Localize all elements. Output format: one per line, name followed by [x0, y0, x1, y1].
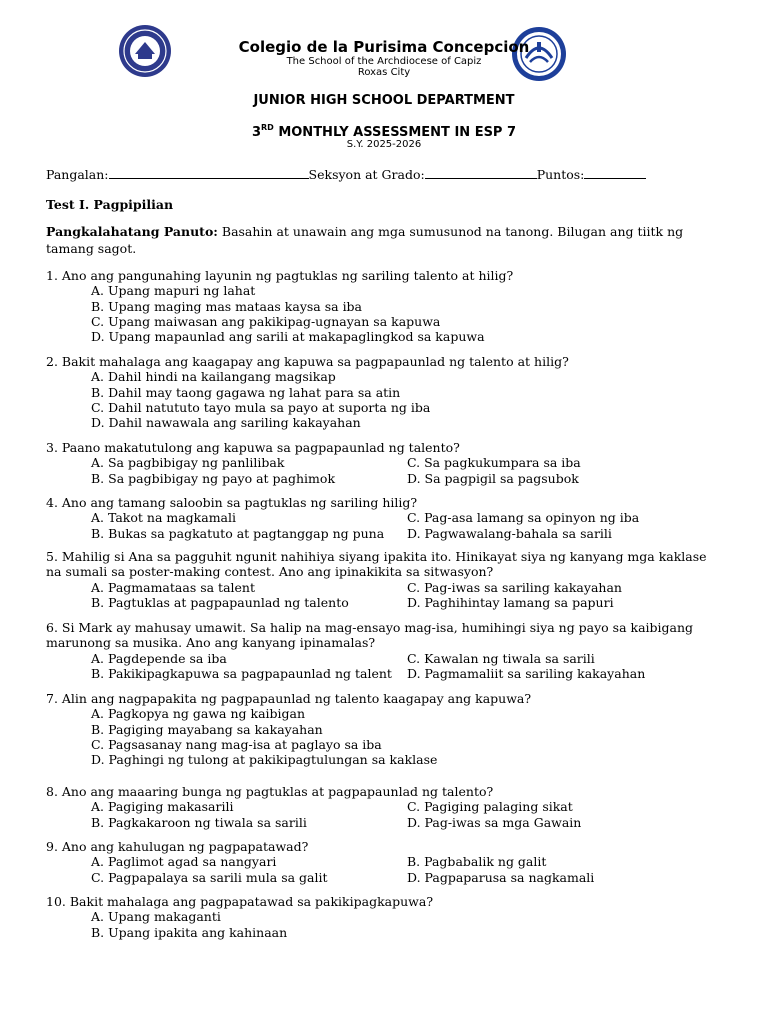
option-b[interactable]: B. Pakikipagkapuwa sa pagpapaunlad ng talent: [91, 665, 392, 681]
question-4: 4. Ano ang tamang saloobin sa pagtuklas ng sariling hilig? A. Takot na magkamali C. Pag-asa lamang sa opinyon ng iba B. Bukas sa pagkatuto at pagtanggap ng puna D. Pagwawalang-bahala sa sarili: [46, 495, 640, 541]
option-d[interactable]: D. Pagmamaliit sa sariling kakayahan: [407, 665, 646, 681]
question-7: 7. Alin ang nagpapakita ng pagpapaunlad ng talento kaagapay ang kapuwa? A. Pagkopya ng gawa ng kaibigan B. Pagiging mayabang sa kakayahan C. Pagsasanay nang mag-isa at paglayo sa iba D. Paghingi ng tulong at pakikipagtulungan sa kaklase: [46, 691, 726, 767]
student-info-line: [46, 166, 646, 182]
question-5: 5. Mahilig si Ana sa pagguhit ngunit nahihiya siyang ipakita ito. Hinikayat siya ng kanyang mga kaklase na sumali sa poster-making contest. Ano ang ipinakikita sa sitwasyon? A. Pagmamataas sa talent C. Pag-iwas sa sariling kakayahan B. Pagtuklas at pagpapaunlad ng talento D. Paghihintay lamang sa papuri: [46, 549, 707, 610]
option-d[interactable]: D. Paghihintay lamang sa papuri: [407, 594, 614, 610]
section-field[interactable]: [425, 166, 537, 179]
option-d[interactable]: D. Dahil nawawala ang sariling kakayahan: [91, 415, 361, 431]
option-c[interactable]: C. Kawalan ng tiwala sa sarili: [407, 650, 595, 666]
option-c[interactable]: C. Pagiging palaging sikat: [407, 799, 573, 815]
question-1: 1. Ano ang pangunahing layunin ng pagtuklas ng sariling talento at hilig? A. Upang mapuri ng lahat B. Upang maging mas mataas kaysa sa iba C. Upang maiwasan ang pakikipag-ugnayan sa kapuwa D. Upang mapaunlad ang sarili at makapaglingkod sa kapuwa: [46, 268, 726, 344]
option-d[interactable]: D. Pag-iwas sa mga Gawain: [407, 814, 582, 830]
school-name: Colegio de la Purisima Concepcion: [238, 38, 530, 56]
option-a[interactable]: A. Dahil hindi na kailangang magsikap: [91, 369, 336, 385]
option-c[interactable]: C. Dahil natututo tayo mula sa payo at suporta ng iba: [91, 399, 431, 415]
option-a[interactable]: A. Pagmamataas sa talent: [91, 579, 255, 595]
option-c[interactable]: C. Sa pagkukumpara sa iba: [407, 455, 581, 471]
option-a[interactable]: A. Takot na magkamali: [91, 510, 237, 526]
option-b[interactable]: B. Bukas sa pagkatuto at pagtanggap ng puna: [91, 525, 385, 541]
question-6: 6. Si Mark ay mahusay umawit. Sa halip na mag-ensayo mag-isa, humihingi siya ng payo sa kaibigang marunong sa musika. Ano ang kanyang ipinamalas? A. Pagdepende sa iba C. Kawalan ng tiwala sa sarili B. Pakikipagkapuwa sa pagpapaunlad ng talent D. Pagmamaliit sa sariling kakayahan: [46, 620, 694, 681]
assessment-title: 3RD MONTHLY ASSESSMENT IN ESP 7: [251, 123, 517, 140]
school-year: S.Y. 2025-2026: [346, 139, 422, 150]
department-title: JUNIOR HIGH SCHOOL DEPARTMENT: [253, 93, 515, 108]
test-title: Test I. Pagpipilian: [46, 197, 174, 212]
option-d[interactable]: D. Pagpaparusa sa nagkamali: [407, 869, 595, 885]
option-a[interactable]: A. Paglimot agad sa nangyari: [91, 854, 277, 870]
option-b[interactable]: B. Sa pagbibigay ng payo at paghimok: [91, 470, 336, 486]
score-field[interactable]: [584, 166, 646, 179]
option-c[interactable]: C. Upang maiwasan ang pakikipag-ugnayan sa kapuwa: [91, 313, 441, 329]
option-b[interactable]: B. Pagtuklas at pagpapaunlad ng talento: [91, 594, 349, 610]
school-location: Roxas City: [357, 67, 411, 78]
question-8: 8. Ano ang maaaring bunga ng pagtuklas at pagpapaunlad ng talento? A. Pagiging makasarili C. Pagiging palaging sikat B. Pagkakaroon ng tiwala sa sarili D. Pag-iwas sa mga Gawain: [46, 784, 582, 830]
instructions: Pangkalahatang Panuto: Basahin at unawain ang mga sumusunod na tanong. Bilugan ang tiitk ng tamang sagot.: [46, 224, 684, 256]
option-a[interactable]: A. Upang makaganti: [91, 909, 221, 925]
option-a[interactable]: A. Sa pagbibigay ng panlilibak: [91, 455, 285, 471]
option-b[interactable]: B. Pagiging mayabang sa kakayahan: [91, 721, 323, 737]
option-c[interactable]: C. Pag-iwas sa sariling kakayahan: [407, 579, 622, 595]
option-c[interactable]: C. Pagpapalaya sa sarili mula sa galit: [91, 869, 328, 885]
name-label: Pangalan:: [46, 167, 109, 182]
option-d[interactable]: D. Sa pagpigil sa pagsubok: [407, 470, 579, 486]
option-d[interactable]: D. Upang mapaunlad ang sarili at makapaglingkod sa kapuwa: [91, 329, 485, 345]
score-label: Puntos:: [536, 167, 585, 182]
question-10: 10. Bakit mahalaga ang pagpapatawad sa pakikipagkapuwa? A. Upang makaganti B. Upang ipakita ang kahinaan: [46, 894, 726, 940]
question-3: 3. Paano makatutulong ang kapuwa sa pagpapaunlad ng talento? A. Sa pagbibigay ng panlilibak C. Sa pagkukumpara sa iba B. Sa pagbibigay ng payo at paghimok D. Sa pagpigil sa pagsubok: [46, 440, 581, 486]
option-d[interactable]: D. Paghingi ng tulong at pakikipagtulungan sa kaklase: [91, 752, 438, 768]
option-b[interactable]: B. Pagkakaroon ng tiwala sa sarili: [91, 814, 307, 830]
option-b[interactable]: B. Upang ipakita ang kahinaan: [91, 924, 288, 940]
option-b[interactable]: B. Upang maging mas mataas kaysa sa iba: [91, 298, 363, 314]
option-a[interactable]: A. Upang mapuri ng lahat: [91, 283, 256, 299]
section-label: Seksyon at Grado:: [308, 167, 425, 182]
option-a[interactable]: A. Pagiging makasarili: [91, 799, 234, 815]
question-9: 9. Ano ang kahulugan ng pagpapatawad? A. Paglimot agad sa nangyari B. Pagbabalik ng galit C. Pagpapalaya sa sarili mula sa galit D. Pagpaparusa sa nagkamali: [46, 839, 595, 885]
option-c[interactable]: C. Pag-asa lamang sa opinyon ng iba: [407, 510, 640, 526]
option-c[interactable]: C. Pagsasanay nang mag-isa at paglayo sa iba: [91, 736, 382, 752]
option-a[interactable]: A. Pagkopya ng gawa ng kaibigan: [91, 706, 306, 722]
option-b[interactable]: B. Pagbabalik ng galit: [407, 854, 547, 870]
name-field[interactable]: [109, 166, 309, 179]
option-b[interactable]: B. Dahil may taong gagawa ng lahat para sa atin: [91, 384, 401, 400]
school-subtitle: The School of the Archdiocese of Capiz: [286, 56, 482, 67]
option-d[interactable]: D. Pagwawalang-bahala sa sarili: [407, 525, 612, 541]
option-a[interactable]: A. Pagdepende sa iba: [91, 650, 227, 666]
question-2: 2. Bakit mahalaga ang kaagapay ang kapuwa sa pagpapaunlad ng talento at hilig? A. Dahil hindi na kailangang magsikap B. Dahil may taong gagawa ng lahat para sa atin C. Dahil natututo tayo mula sa payo at suporta ng iba D. Dahil nawawala ang sariling kakayahan: [46, 354, 726, 430]
